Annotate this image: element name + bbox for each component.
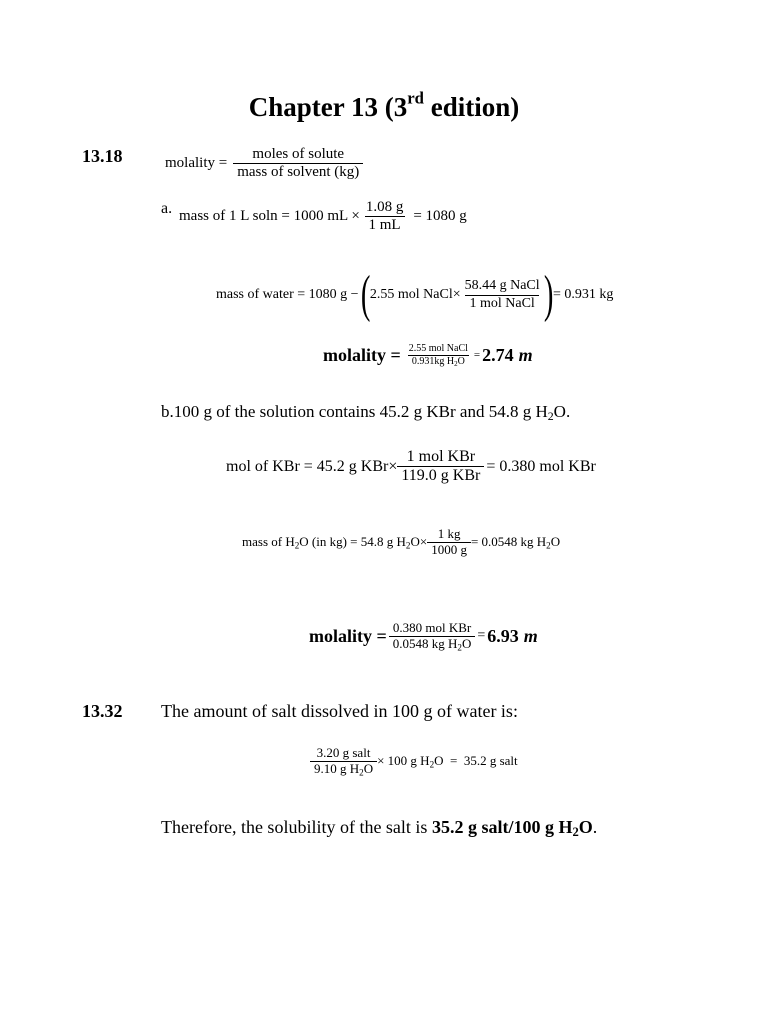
mol-kbr-lhs: mol of KBr = 45.2 g KBr×: [226, 457, 398, 475]
salt-calc-numerator: 3.20 g salt: [316, 745, 371, 760]
molality-a-result: [323, 343, 533, 367]
mass-h2o-equation: [242, 527, 560, 558]
molality-definition: [165, 146, 363, 182]
soln-mass-fraction: [362, 199, 408, 235]
solubility-value: 35.2 g salt/100 g $H_2O$: [431, 817, 593, 840]
salt-calc-denominator: 9.10 g $H_2O$: [310, 761, 377, 777]
molality-a-label: molality =: [323, 344, 401, 365]
water-mass-numerator: 58.44 g NaCl: [464, 278, 540, 294]
mass-h2o-denominator: 1000 g: [427, 542, 471, 558]
molality-a-equals: =: [473, 349, 481, 361]
mol-kbr-denominator: 119.0 g KBr: [397, 466, 484, 485]
mol-kbr-rhs: = 0.380 mol KBr: [486, 457, 596, 475]
water-mass-fraction: [461, 278, 544, 311]
molality-b-value: 6.93: [487, 625, 519, 646]
definition-numerator: moles of solute: [252, 146, 345, 162]
left-paren: (: [360, 266, 370, 323]
mass-h2o-numerator: 1 kg: [437, 526, 461, 541]
mol-kbr-fraction: [397, 448, 484, 486]
mol-kbr-equation: [226, 448, 596, 486]
salt-calc-fraction: [310, 746, 377, 777]
problem-number-13-32: 13.32: [82, 701, 123, 721]
water-mass-lhs: mass of water = 1080 g −: [216, 287, 359, 302]
molality-a-unit: m: [518, 344, 533, 365]
problem-13-32-intro: The amount of salt dissolved in 100 g of water is:: [161, 701, 518, 721]
soln-mass-equation: [179, 199, 467, 235]
water-mass-equation: [216, 266, 614, 323]
molality-b-equals: =: [477, 628, 486, 644]
mass-h2o-rhs: = 0.0548 kg $H_2O$: [470, 534, 561, 551]
mass-h2o-lhs: mass of $H_2O$ (in kg) = 54.8 g $H_2O\times$: [242, 534, 428, 551]
salt-calc-rhs: × 100 g $H_2O = 35.2$ g salt: [377, 753, 518, 770]
problem-number-13-18: 13.18: [82, 146, 123, 166]
molality-a-numerator: 2.55 mol NaCl: [408, 343, 468, 354]
molality-b-label: molality =: [309, 625, 387, 646]
soln-mass-numerator: 1.08 g: [365, 199, 404, 215]
molality-b-numerator: 0.380 mol KBr: [392, 620, 472, 635]
mol-kbr-numerator: 1 mol KBr: [406, 448, 476, 465]
molality-b-fraction: [389, 621, 476, 652]
right-paren: ): [543, 266, 554, 323]
molality-a-value: 2.74: [482, 344, 514, 365]
solubility-conclusion: Therefore, the solubility of the salt is 35.2 g salt/100 g $H_2O$.: [161, 817, 598, 840]
water-mass-inner: 2.55 mol NaCl×: [369, 287, 461, 302]
molality-a-fraction: [405, 343, 472, 367]
molality-b-unit: m: [523, 625, 538, 646]
molality-b-denominator: 0.0548 kg $H_2O$: [389, 636, 476, 652]
soln-mass-denominator: 1 mL: [365, 216, 405, 234]
page-title: Chapter 13 (3rd edition): [248, 88, 520, 122]
salt-calc-equation: [310, 746, 518, 777]
part-b-statement: b.100 g of the solution contains 45.2 g KBr and 54.8 g $H_2O$.: [161, 402, 571, 423]
molality-a-denominator: 0.931kg $H_2O$: [408, 355, 469, 368]
water-mass-denominator: 1 mol NaCl: [465, 295, 538, 312]
definition-fraction: [233, 146, 363, 182]
definition-lhs: molality =: [165, 155, 228, 172]
definition-denominator: mass of solvent (kg): [233, 163, 363, 181]
molality-b-result: [309, 621, 538, 652]
mass-h2o-fraction: [427, 527, 471, 558]
soln-mass-rhs: = 1080 g: [413, 208, 467, 225]
soln-mass-lhs: mass of 1 L soln = 1000 mL ×: [179, 208, 360, 225]
water-mass-rhs: = 0.931 kg: [553, 287, 614, 302]
part-a-label: a.: [161, 200, 173, 217]
